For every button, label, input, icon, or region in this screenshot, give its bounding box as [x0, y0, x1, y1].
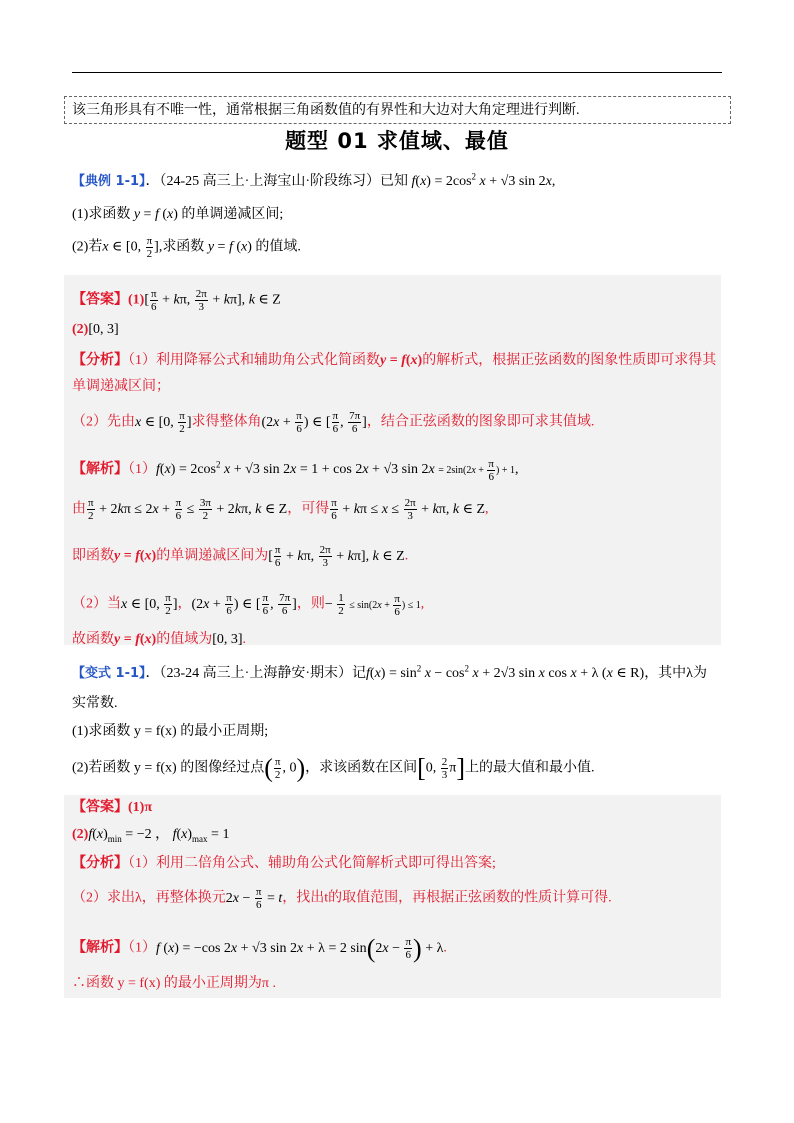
variation-answer-2: $(2)f(x)_{min} = -2$ ， $f(x)_{max} = 1$: [72, 827, 230, 844]
variation-statement-line2: 实常数.: [72, 696, 118, 711]
variation-q2: (2)若函数 y = f(x) 的图像经过点( $\frac{\pi}{2}$ , 0)，求该函数在区间[0, $\frac{2}{3}$ π]上的最大值和最小值.: [72, 753, 595, 783]
example-answer-2: (2)[0, 3]: [72, 322, 119, 337]
example-q2: (2)若x ∈ [0, $\frac{\pi}{2}$ ],求函数 y = f (x) 的值域.: [72, 235, 301, 260]
variation-explanation-2: ∴函数 y = f(x) 的最小正周期为π .: [72, 976, 276, 991]
variation-tag: 【变式 1-1】: [72, 666, 146, 681]
section-title: 题型 01 求值域、最值: [285, 129, 509, 153]
variation-analysis-1: 【分析】（1）利用二倍角公式、辅助角公式化简解析式即可得出答案;: [72, 856, 496, 871]
variation-explanation-1: 【解析】（1）f (x) = −cos 2x + √3 sin 2x + λ = 2 sin(2x − $\frac{\pi}{6}$ ) + λ.: [72, 933, 447, 963]
variation-1-1-statement: 【变式 1-1】．（23-24 高三上·上海静安·期末）记$f(x) = \sin^2 x - \cos^2 x + 2√3$ sin x cos x + λ (x ∈ R)，其中λ为: [72, 663, 707, 681]
example-explanation-1: 【解析】$(1)f(x) = 2\cos^2$ x + √3 sin 2x = 1 + cos 2x + √3 sin 2x = 2sin(2x + $\frac{\pi}{6}$ ) + 1,: [72, 458, 519, 484]
variation-analysis-2: （2）求出λ，再整体换元2x − $\frac{\pi}{6}$ = t，找出t的取值范围，再根据正弦函数的性质计算可得.: [72, 886, 612, 911]
variation-q1: (1)求函数 y = f(x) 的最小正周期;: [72, 724, 269, 739]
header-rule: [72, 72, 722, 73]
example-explanation-4: （2）当x ∈ [0, $\frac{\pi}{2}$ ]，(2x + $\frac{\pi}{6}$ ) ∈ [ $\frac{\pi}{6}$ , $\frac{7\pi}{6}$ ]，则− $\frac{1}{2}$ ≤ sin(2x + $\frac{\pi}{6}$ ) ≤ 1,: [72, 592, 425, 618]
example-analysis-line2: 单调递减区间；: [72, 379, 170, 394]
example-1-1-statement: 【典例 1-1】．（24-25 高三上·上海宝山·阶段练习）已知 $f(x) = 2\cos^2$ x + √3 sin 2x,: [72, 171, 556, 189]
example-explanation-3: 即函数y = f(x)的单调递减区间为[ $\frac{\pi}{6}$ + kπ, $\frac{2\pi}{3}$ + kπ], k ∈ Z.: [72, 544, 409, 569]
example-tag: 【典例 1-1】: [72, 174, 146, 189]
example-analysis-2: （2）先由x ∈ [0, $\frac{\pi}{2}$ ]求得整体角(2x + $\frac{\pi}{6}$ ) ∈ [ $\frac{\pi}{6}$ , $\frac{7\pi}{6}$ ]，结合正弦函数的图象即可求其值域.: [72, 410, 595, 435]
example-explanation-2: 由 $\frac{\pi}{2}$ + 2kπ ≤ 2x + $\frac{\pi}{6}$ ≤ $\frac{3\pi}{2}$ + 2kπ, k ∈ Z，可得 $\frac{\pi}{6}$ + kπ ≤ x ≤ $\frac{2\pi}{3}$ + kπ, k ∈ Z,: [72, 497, 489, 522]
example-analysis: 【分析】（1）利用降幂公式和辅助角公式化简函数y = f(x)的解析式，根据正弦函数的图象性质即可求得其: [72, 353, 717, 368]
note-text: 该三角形具有不唯一性，通常根据三角函数值的有界性和大边对大角定理进行判断.: [72, 103, 580, 118]
example-q1: (1)求函数 y = f (x) 的单调递减区间;: [72, 207, 284, 222]
variation-answer: 【答案】(1)π: [72, 800, 152, 815]
example-answer: 【答案】(1)[ $\frac{\pi}{6}$ + kπ, $\frac{2\pi}{3}$ + kπ], k ∈ Z: [72, 288, 281, 313]
example-explanation-5: 故函数y = f(x)的值域为[0, 3].: [72, 632, 247, 647]
